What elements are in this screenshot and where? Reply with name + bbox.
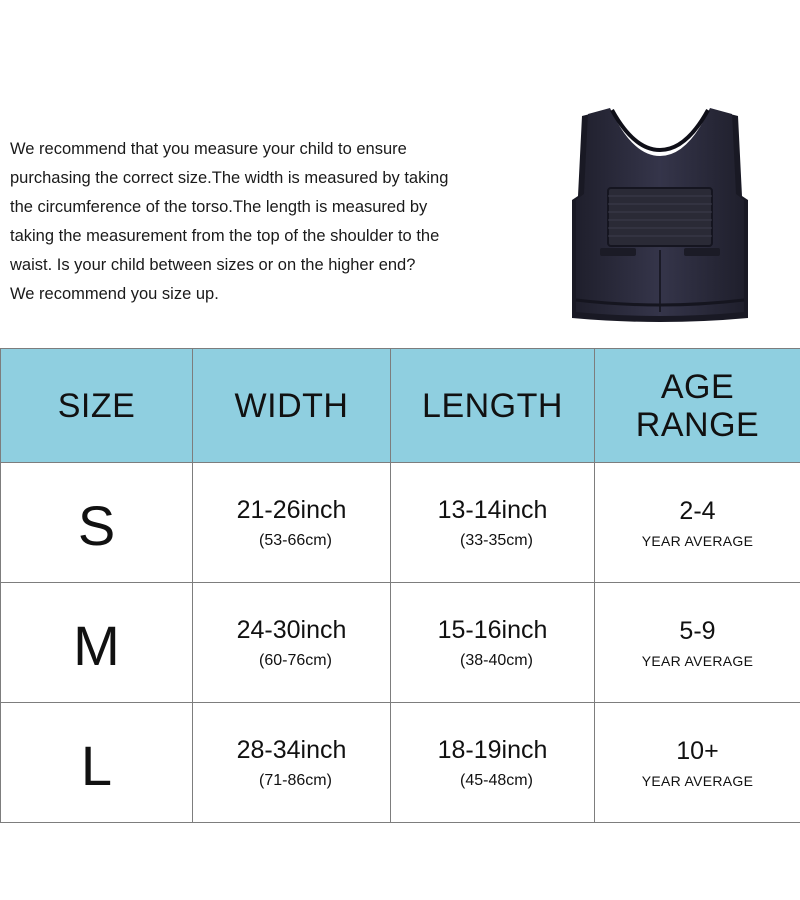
length-cm: (45-48cm) [460, 771, 533, 789]
width-cell [193, 463, 391, 583]
length-cm: (38-40cm) [460, 651, 533, 669]
length-cell [391, 703, 595, 823]
header-width-label: WIDTH [234, 386, 349, 425]
width-cell [193, 703, 391, 823]
length-inch: 18-19inch [437, 735, 548, 764]
vest-icon [560, 100, 760, 330]
age-subtitle: YEAR AVERAGE [641, 532, 754, 549]
length-inch: 13-14inch [437, 495, 548, 524]
size-chart-table [0, 348, 800, 823]
intro-line: We recommend that you measure your child to ensure [10, 140, 407, 158]
intro-line: the circumference of the torso.The length is measured by [10, 198, 428, 216]
size-cell [1, 463, 193, 583]
header-length-label: LENGTH [422, 386, 563, 425]
age-subtitle: YEAR AVERAGE [641, 772, 754, 789]
table-row [1, 463, 800, 583]
length-inch: 15-16inch [437, 615, 548, 644]
size-cell [1, 583, 193, 703]
intro-text [10, 135, 540, 309]
table-row [1, 703, 800, 823]
width-cell [193, 583, 391, 703]
age-value: 2-4 [679, 496, 716, 525]
age-subtitle: YEAR AVERAGE [641, 652, 754, 669]
width-inch: 24-30inch [236, 615, 347, 644]
size-letter: M [73, 614, 120, 677]
width-cm: (71-86cm) [259, 771, 332, 789]
header-length [391, 349, 595, 463]
intro-line: purchasing the correct size.The width is measured by taking [10, 169, 449, 187]
header-age-line1: AGE [660, 367, 735, 406]
width-cm: (60-76cm) [259, 651, 332, 669]
intro-line: We recommend you size up. [10, 285, 219, 303]
age-cell [595, 703, 800, 823]
age-value: 10+ [676, 736, 719, 765]
header-size [1, 349, 193, 463]
length-cm: (33-35cm) [460, 531, 533, 549]
intro-line: taking the measurement from the top of the shoulder to the [10, 227, 440, 245]
table-row [1, 583, 800, 703]
size-letter: L [80, 734, 113, 797]
intro-line: waist. Is your child between sizes or on the higher end? [10, 256, 416, 274]
header-width [193, 349, 391, 463]
width-inch: 28-34inch [236, 735, 347, 764]
header-age-line2: RANGE [635, 405, 760, 444]
age-cell [595, 583, 800, 703]
age-cell [595, 463, 800, 583]
header-size-label: SIZE [57, 386, 136, 425]
width-inch: 21-26inch [236, 495, 347, 524]
header-age-range [595, 349, 800, 463]
size-letter: S [77, 494, 116, 557]
age-value: 5-9 [679, 616, 716, 645]
size-cell [1, 703, 193, 823]
length-cell [391, 463, 595, 583]
length-cell [391, 583, 595, 703]
width-cm: (53-66cm) [259, 531, 332, 549]
table-header-row [1, 349, 800, 463]
